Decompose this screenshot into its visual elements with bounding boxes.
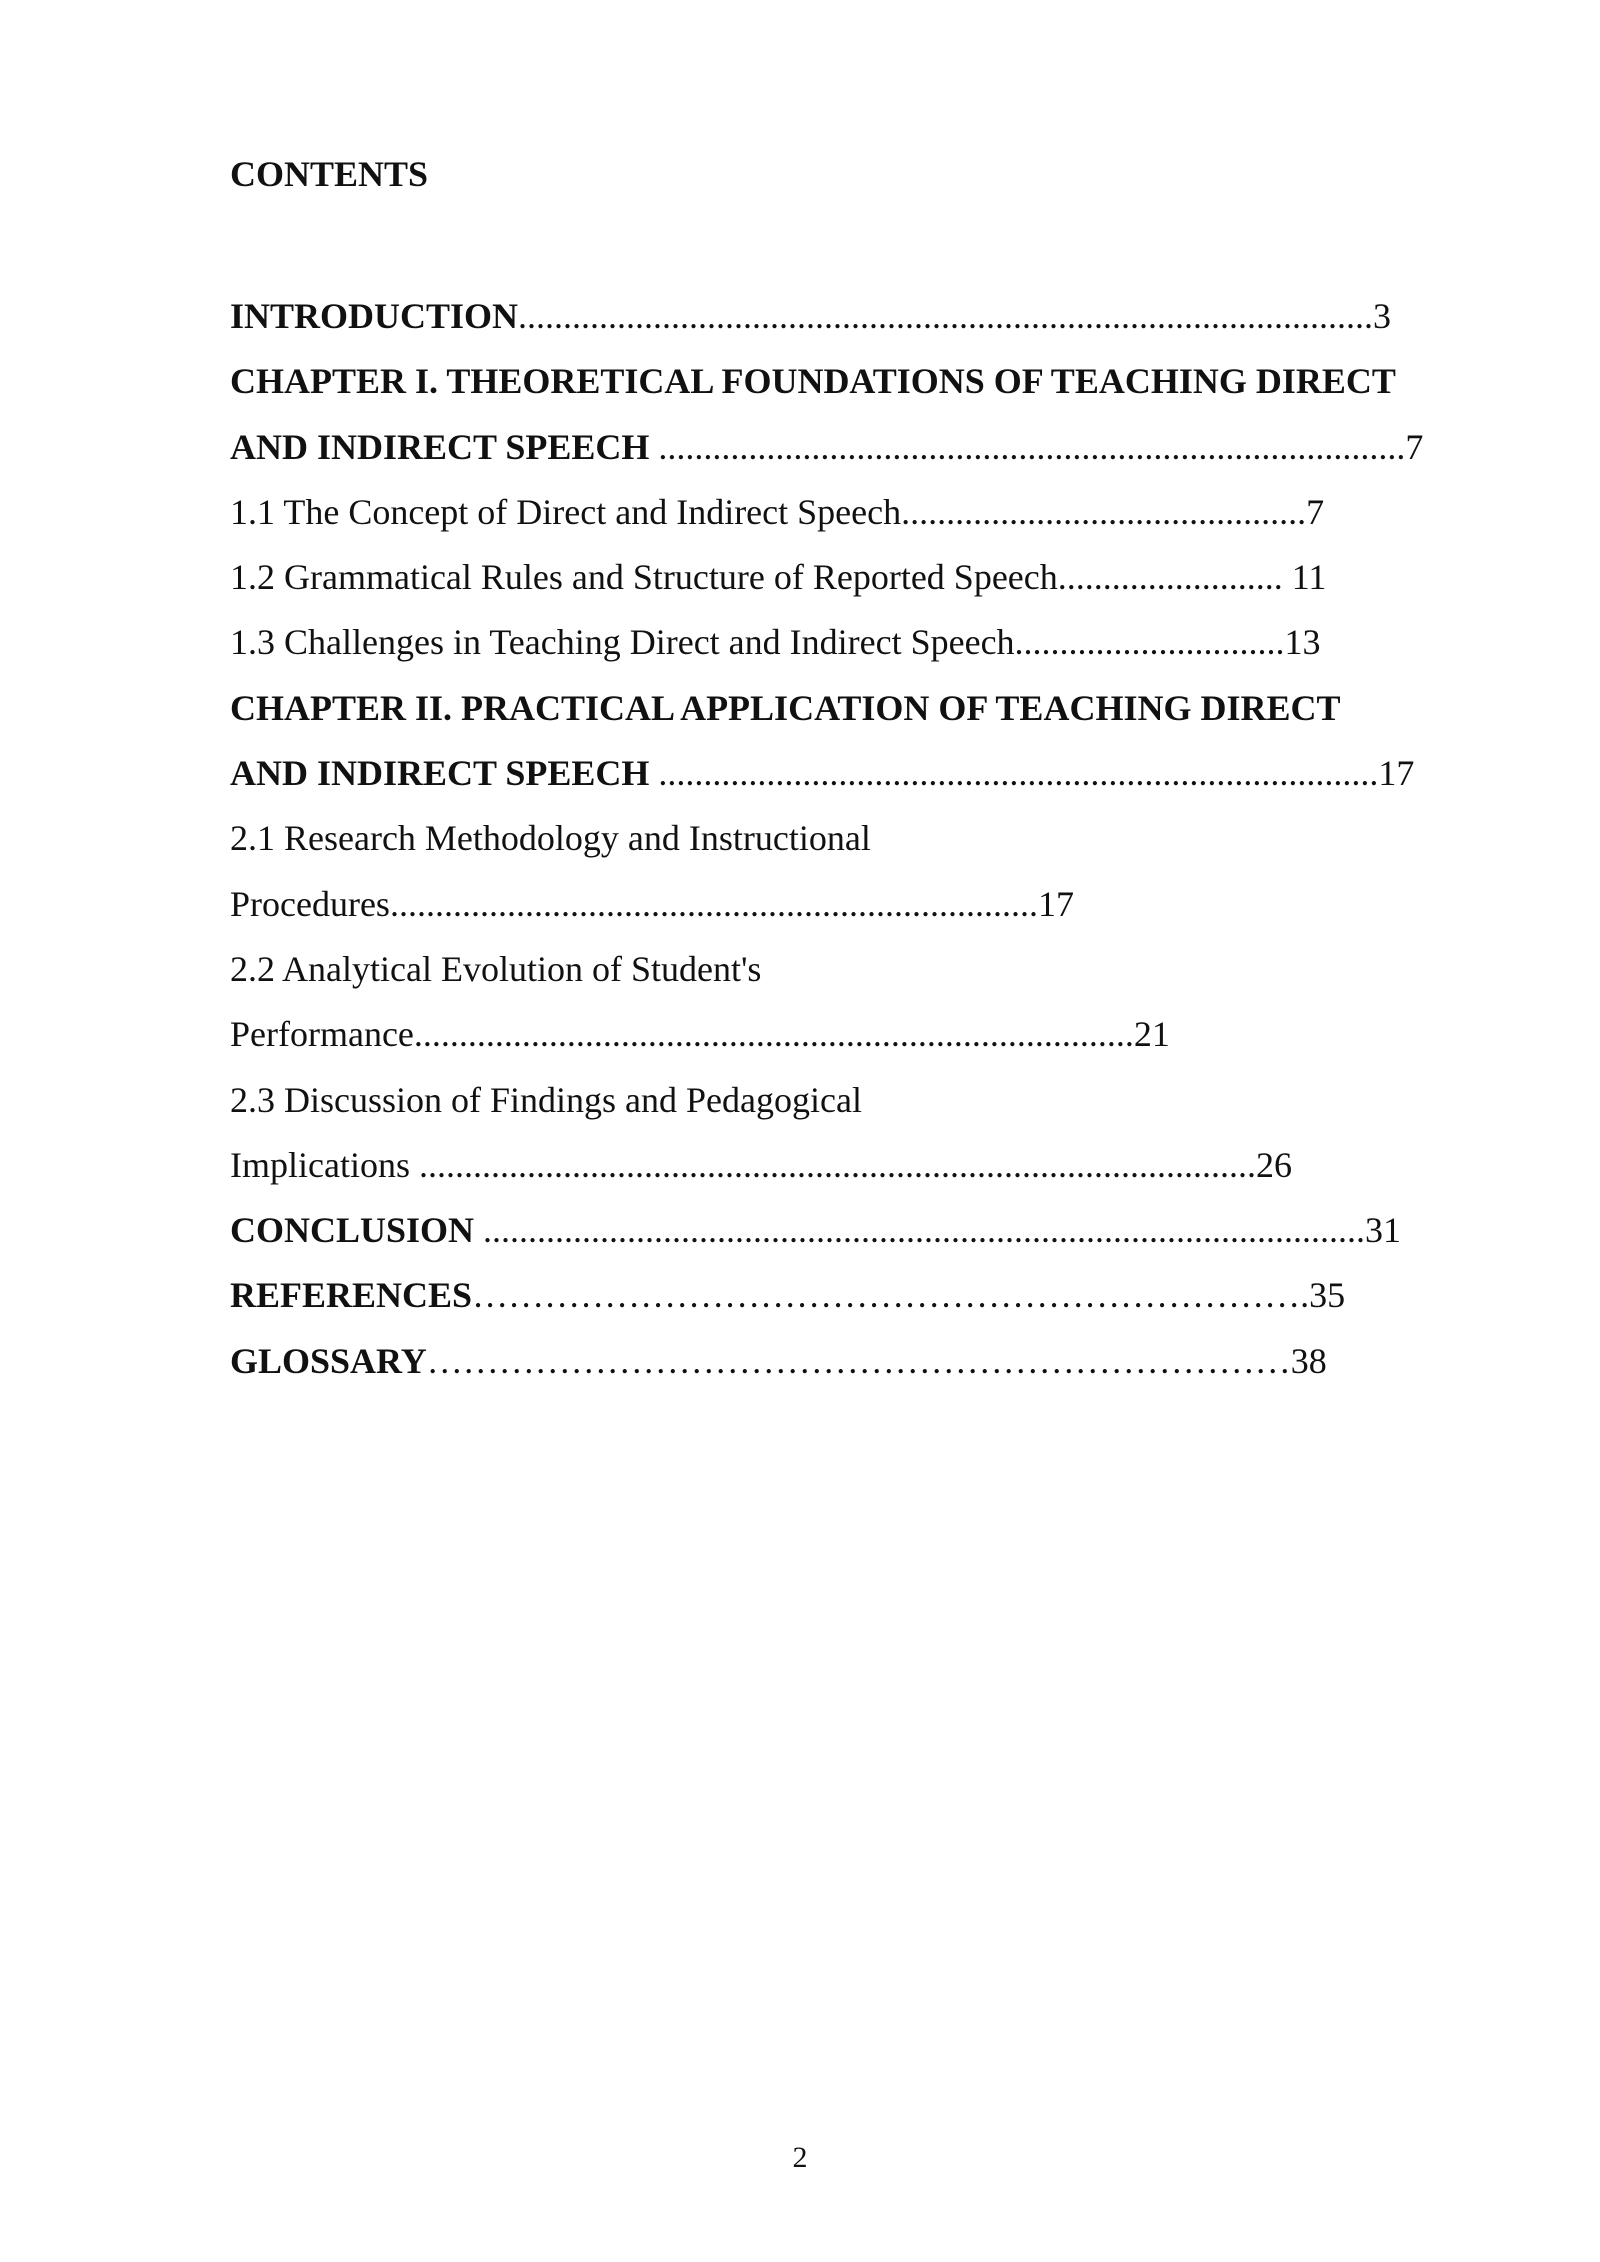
toc-entry-label: INTRODUCTION [230,296,519,336]
toc-entry-2-1-line-2 [230,872,1530,937]
toc-entry-chapter-1-line-2 [230,415,1530,480]
toc-entry-label: 2.3 Discussion of Findings and Pedagogical [230,1079,862,1120]
toc-entry-2-2-line-1 [230,937,1530,1002]
toc-entry-chapter-2-line-2 [230,741,1530,806]
toc-entry-leader: ……………………………………………………………. [472,1275,1310,1316]
toc-entry-1-3 [230,610,1530,675]
toc-entry-leader: ................................................................................... [649,426,1406,467]
toc-entry-leader: ............................................................................................. [409,1144,1256,1185]
toc-entry-label: AND INDIRECT SPEECH [230,426,650,467]
toc-entry-page: 7 [1405,426,1424,467]
toc-entry-label: Procedures [230,883,390,924]
toc-entry-label: CONCLUSION [230,1210,475,1251]
toc-entry-2-3-line-1 [230,1068,1530,1133]
toc-entry-leader: ............................................. [901,491,1307,532]
toc-entry-leader: ........................................................................ [389,883,1038,924]
toc-entry-page: 26 [1255,1144,1292,1185]
toc-entry-page: 11 [1291,557,1327,598]
toc-entry-label: CHAPTER II. PRACTICAL APPLICATION OF TEACHING DIRECT [230,687,1341,728]
toc-entry-page: 31 [1365,1210,1402,1251]
toc-entry-2-3-line-2 [230,1133,1530,1198]
toc-entry-chapter-1-line-1 [230,349,1530,414]
toc-entry-1-2 [230,545,1530,610]
toc-entry-leader: ……………………………………………………………… [426,1340,1291,1381]
toc-entry-label: 1.1 The Concept of Direct and Indirect Speech [230,491,902,532]
toc-entry-label: REFERENCES [230,1275,473,1316]
toc-entry-introduction [230,284,1530,349]
contents-heading: CONTENTS [230,154,429,194]
toc-entry-2-2-line-2 [230,1002,1530,1067]
toc-entry-label: 2.2 Analytical Evolution of Student's [230,948,762,989]
toc-entry-label: Performance [230,1014,414,1055]
toc-entry-leader: ......................... [1057,557,1292,598]
toc-entry-label: Implications [230,1144,410,1185]
toc-entry-label: 1.3 Challenges in Teaching Direct and Indirect Speech [230,622,1015,663]
toc-entry-leader: .................................................................................................. [474,1210,1366,1251]
toc-entry-references [230,1263,1530,1328]
toc-entry-leader: ............................................................................................... [518,296,1374,336]
toc-entry-label: CHAPTER I. THEORETICAL FOUNDATIONS OF TEACHING DIRECT [230,361,1396,402]
toc-entry-page: 21 [1133,1014,1170,1055]
toc-entry-leader: .............................. [1014,622,1285,663]
toc-entry-1-1 [230,480,1530,545]
toc-entry-page: 17 [1037,883,1074,924]
toc-entry-page: 13 [1284,622,1321,663]
toc-entry-chapter-2-line-1 [230,676,1530,741]
toc-entry-label: AND INDIRECT SPEECH [230,753,650,794]
toc-entry-page: 7 [1306,491,1325,532]
toc-entry-glossary [230,1329,1530,1394]
toc-entry-label: GLOSSARY [230,1340,427,1381]
toc-entry-page: 38 [1290,1340,1327,1381]
toc-entry-leader: ................................................................................ [413,1014,1134,1055]
toc-entry-page: 17 [1378,753,1415,794]
toc-entry-2-1-line-1 [230,806,1530,871]
toc-entry-label: 1.2 Grammatical Rules and Structure of Reported Speech [230,557,1058,598]
toc-entry-page: 3 [1373,296,1392,336]
toc-entry-conclusion [230,1198,1530,1263]
toc-entry-label: 2.1 Research Methodology and Instructional [230,818,871,859]
table-of-contents [230,284,1530,1394]
toc-entry-leader: ................................................................................ [649,753,1379,794]
toc-entry-page: 35 [1309,1275,1346,1316]
page-number: 2 [792,2141,808,2174]
